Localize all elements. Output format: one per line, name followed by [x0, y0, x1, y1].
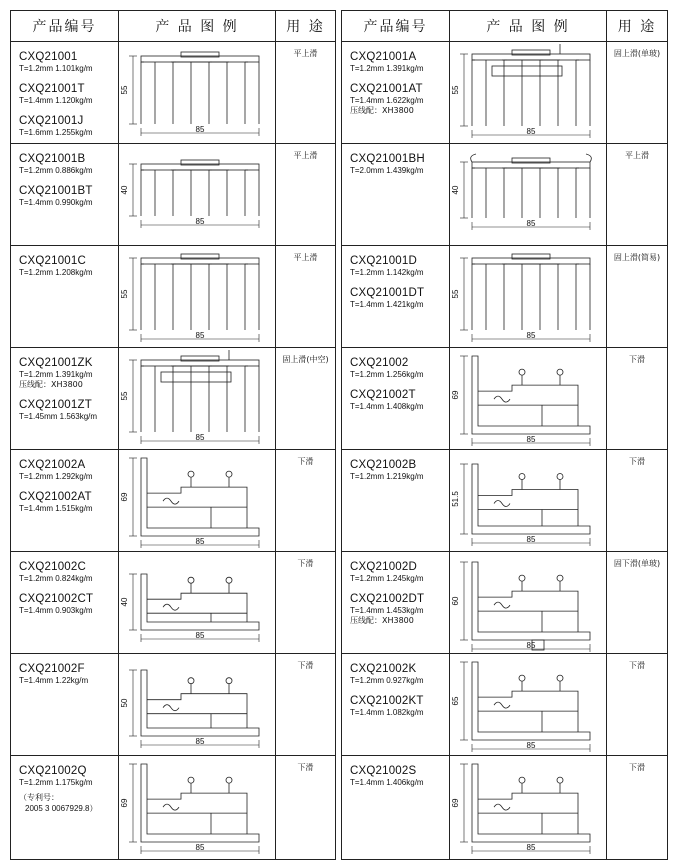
- profile-outline: [141, 254, 259, 330]
- product-code: CXQ21001C: [19, 255, 87, 267]
- dim-width-label: 85: [195, 125, 205, 134]
- product-spec: T=1.2mm 1.256kg/m: [350, 370, 424, 379]
- dimension-lines: [129, 764, 259, 854]
- product-info: [342, 42, 450, 143]
- product-use: 下滑: [629, 355, 645, 364]
- product-info: [11, 144, 119, 245]
- table-header: [11, 11, 335, 42]
- product-use: 平上滑: [293, 253, 318, 262]
- profile-drawing: [119, 144, 276, 245]
- dim-width-label: 85: [195, 217, 205, 226]
- product-info: [11, 756, 119, 859]
- dimension-lines: [129, 458, 259, 548]
- table-row: [342, 756, 667, 859]
- product-spec: T=1.4mm 0.990kg/m: [19, 198, 93, 207]
- profile-drawing: [119, 756, 276, 859]
- profile-svg: [119, 348, 276, 449]
- product-info: [342, 348, 450, 449]
- product-code: CXQ21002A: [19, 459, 86, 471]
- product-code: CXQ21002KT: [350, 695, 424, 707]
- product-spec: T=1.2mm 1.391kg/m: [19, 370, 93, 379]
- patent-note: （专利号：: [19, 793, 59, 802]
- dim-width-label: 85: [526, 435, 536, 444]
- dim-height-label: 55: [120, 85, 129, 95]
- product-use: 下滑: [297, 763, 314, 772]
- product-spec: T=1.2mm 1.292kg/m: [19, 472, 93, 481]
- dim-height-label: 50: [120, 698, 129, 708]
- product-spec: T=1.2mm 0.886kg/m: [19, 166, 93, 175]
- table-row: [11, 654, 335, 756]
- product-spec: T=1.2mm 1.391kg/m: [350, 64, 424, 73]
- product-code: CXQ21002T: [350, 389, 416, 401]
- profile-outline: [472, 662, 590, 740]
- profile-drawing: [450, 450, 607, 551]
- product-info: [342, 450, 450, 551]
- product-info: [11, 552, 119, 653]
- product-code: CXQ21002B: [350, 459, 417, 471]
- dimension-lines: [129, 164, 259, 228]
- profile-outline: [141, 160, 259, 216]
- product-info: [342, 144, 450, 245]
- profile-svg: [119, 42, 276, 143]
- profile-outline: [141, 574, 259, 630]
- dim-height-label: 55: [120, 391, 129, 401]
- dim-width-label: 85: [526, 127, 536, 136]
- product-use: 平上滑: [293, 151, 318, 160]
- product-code: CXQ21001D: [350, 255, 418, 267]
- dim-width-label: 85: [195, 631, 205, 640]
- profile-svg: [119, 552, 276, 653]
- dim-height-label: 69: [120, 492, 129, 502]
- product-code: CXQ21001ZT: [19, 399, 92, 411]
- product-info: [11, 450, 119, 551]
- product-spec: T=1.2mm 1.175kg/m: [19, 778, 93, 787]
- dim-height-label: 40: [451, 185, 460, 195]
- table-row: [11, 756, 335, 859]
- dim-width-label: 85: [195, 331, 205, 340]
- table-row: [11, 144, 335, 246]
- dim-height-label: 51.5: [451, 491, 460, 507]
- product-info: [11, 42, 119, 143]
- product-code: CXQ21001AT: [350, 83, 423, 95]
- product-code: CXQ21002C: [19, 561, 87, 573]
- product-spec: T=1.2mm 1.219kg/m: [350, 472, 424, 481]
- product-spec: T=1.2mm 0.927kg/m: [350, 676, 424, 685]
- dim-height-label: 40: [120, 597, 129, 607]
- table-row: [11, 348, 335, 450]
- product-info: [11, 348, 119, 449]
- product-code: CXQ21002Q: [19, 765, 87, 777]
- profile-outline: [472, 764, 590, 842]
- dimension-lines: [460, 356, 590, 446]
- profile-drawing: [119, 552, 276, 653]
- product-spec: T=1.4mm 1.622kg/m: [350, 96, 424, 105]
- product-code: CXQ21002S: [350, 765, 417, 777]
- product-use: 下滑: [629, 763, 645, 772]
- dimension-lines: [460, 162, 590, 230]
- profile-drawing: [450, 348, 607, 449]
- table-row: [11, 42, 335, 144]
- dimension-lines: [460, 258, 590, 342]
- header-use: 用 途: [617, 19, 657, 35]
- pressure-line-note: 压线配：XH3800: [350, 106, 414, 115]
- profile-svg: [450, 144, 607, 245]
- product-spec: T=1.2mm 1.245kg/m: [350, 574, 424, 583]
- product-code: CXQ21002AT: [19, 491, 92, 503]
- table-row: [342, 348, 667, 450]
- profile-svg: [450, 552, 607, 653]
- product-info: [342, 552, 450, 653]
- product-info: [11, 246, 119, 347]
- profile-svg: [450, 42, 607, 143]
- product-spec: T=1.4mm 1.421kg/m: [350, 300, 424, 309]
- profile-drawing: [450, 246, 607, 347]
- table-row: [342, 450, 667, 552]
- profile-outline: [141, 458, 259, 536]
- profile-drawing: [119, 42, 276, 143]
- dimension-lines: [460, 562, 590, 652]
- product-info: [342, 654, 450, 755]
- product-code: CXQ21001A: [350, 51, 417, 63]
- product-spec: T=1.4mm 1.22kg/m: [19, 676, 89, 685]
- product-spec: T=1.2mm 1.101kg/m: [19, 64, 93, 73]
- product-use: 下滑: [297, 457, 314, 466]
- dimension-lines: [460, 54, 590, 138]
- dim-width-label: 85: [195, 537, 205, 546]
- product-code: CXQ21001DT: [350, 287, 425, 299]
- table-row: [342, 42, 667, 144]
- left-catalog-table: [10, 10, 336, 860]
- profile-outline: [141, 764, 259, 842]
- product-info: [342, 246, 450, 347]
- product-spec: T=1.45mm 1.563kg/m: [19, 412, 98, 421]
- product-use: 下滑: [629, 661, 645, 670]
- profile-outline: [472, 464, 590, 534]
- profile-svg: [119, 144, 276, 245]
- table-header: [342, 11, 667, 42]
- product-use: 固上滑(单玻): [613, 49, 661, 58]
- profile-outline: [141, 670, 259, 736]
- product-code: CXQ21002D: [350, 561, 418, 573]
- product-use: 固上滑(简易): [613, 253, 661, 262]
- product-code: CXQ21001ZK: [19, 357, 93, 369]
- dim-height-label: 55: [451, 289, 460, 299]
- dimension-lines: [129, 258, 259, 342]
- profile-svg: [450, 450, 607, 551]
- dim-width-label: 85: [526, 219, 536, 228]
- product-use: 下滑: [297, 559, 314, 568]
- product-code: CXQ21002CT: [19, 593, 94, 605]
- dim-height-label: 60: [451, 596, 460, 606]
- profile-drawing: [119, 348, 276, 449]
- dim-width-label: 85: [526, 535, 536, 544]
- product-code: CXQ21002DT: [350, 593, 425, 605]
- product-code: CXQ21001J: [19, 115, 84, 127]
- profile-drawing: [119, 450, 276, 551]
- profile-outline: [472, 44, 590, 126]
- dim-width-label: 85: [526, 741, 536, 750]
- profile-outline: [472, 254, 590, 330]
- header-code: 产品编号: [342, 11, 450, 41]
- table-row: [342, 552, 667, 654]
- profile-drawing: [119, 654, 276, 755]
- profile-outline: [471, 154, 592, 218]
- profile-outline: [472, 356, 590, 434]
- table-row: [11, 552, 335, 654]
- header-use: 用 途: [286, 19, 325, 35]
- dimension-lines: [129, 56, 259, 136]
- profile-drawing: [450, 144, 607, 245]
- profile-svg: [119, 450, 276, 551]
- table-row: [342, 144, 667, 246]
- right-catalog-table: [341, 10, 668, 860]
- dim-height-label: 69: [451, 390, 460, 400]
- product-use: 下滑: [297, 661, 314, 670]
- product-spec: T=1.4mm 1.408kg/m: [350, 402, 424, 411]
- profile-svg: [119, 756, 276, 857]
- profile-outline: [141, 52, 259, 124]
- dimension-lines: [129, 574, 259, 642]
- dim-width-label: 85: [195, 737, 205, 746]
- product-code: CXQ21002K: [350, 663, 417, 675]
- profile-svg: [450, 246, 607, 347]
- product-spec: T=1.2mm 1.142kg/m: [350, 268, 424, 277]
- product-spec: T=1.4mm 1.082kg/m: [350, 708, 424, 717]
- product-use: 固上滑(中空): [282, 355, 329, 364]
- profile-svg: [119, 246, 276, 347]
- dim-height-label: 69: [451, 798, 460, 808]
- product-code: CXQ21001BT: [19, 185, 93, 197]
- pressure-line-note: 压线配：XH3800: [350, 616, 414, 625]
- profile-svg: [450, 348, 607, 449]
- profile-svg: [450, 756, 607, 857]
- product-spec: T=1.4mm 0.903kg/m: [19, 606, 93, 615]
- product-use: 平上滑: [625, 151, 649, 160]
- product-info: [11, 654, 119, 755]
- product-spec: T=1.2mm 1.208kg/m: [19, 268, 93, 277]
- profile-drawing: [450, 42, 607, 143]
- dim-width-label: 85: [526, 331, 536, 340]
- table-row: [342, 654, 667, 756]
- dim-height-label: 55: [451, 85, 460, 95]
- dim-height-label: 55: [120, 289, 129, 299]
- product-spec: T=1.4mm 1.120kg/m: [19, 96, 93, 105]
- profile-drawing: [450, 654, 607, 755]
- profile-outline: [472, 562, 590, 650]
- product-code: CXQ21001BH: [350, 153, 425, 165]
- product-code: CXQ21001: [19, 51, 78, 63]
- dim-width-label: 85: [526, 843, 536, 852]
- product-use: 平上滑: [293, 49, 318, 58]
- table-row: [11, 450, 335, 552]
- pressure-line-note: 压线配：XH3800: [19, 380, 83, 389]
- product-code: CXQ21002: [350, 357, 409, 369]
- product-spec: T=1.4mm 1.453kg/m: [350, 606, 424, 615]
- dim-height-label: 40: [120, 185, 129, 195]
- product-code: CXQ21001B: [19, 153, 86, 165]
- profile-outline: [141, 350, 259, 432]
- product-code: CXQ21001T: [19, 83, 85, 95]
- product-spec: T=1.2mm 0.824kg/m: [19, 574, 93, 583]
- dimension-lines: [460, 662, 590, 752]
- patent-number: 2005 3 0067929.8）: [25, 804, 98, 813]
- header-drawing: 产 品 图 例: [450, 11, 607, 41]
- profile-svg: [119, 654, 276, 755]
- dimension-lines: [129, 360, 259, 444]
- profile-drawing: [450, 552, 607, 653]
- dim-width-label: 85: [195, 433, 205, 442]
- product-spec: T=1.4mm 1.406kg/m: [350, 778, 424, 787]
- profile-drawing: [450, 756, 607, 859]
- table-row: [11, 246, 335, 348]
- product-use: 固下滑(单玻): [613, 559, 661, 568]
- dim-height-label: 69: [120, 798, 129, 808]
- dim-width-label: 85: [526, 641, 536, 650]
- profile-drawing: [119, 246, 276, 347]
- header-code: 产品编号: [11, 11, 119, 41]
- header-drawing: 产 品 图 例: [119, 11, 276, 41]
- dim-height-label: 65: [451, 696, 460, 706]
- dimension-lines: [460, 764, 590, 854]
- dim-width-label: 85: [195, 843, 205, 852]
- product-spec: T=1.4mm 1.515kg/m: [19, 504, 93, 513]
- product-spec: T=2.0mm 1.439kg/m: [350, 166, 424, 175]
- product-code: CXQ21002F: [19, 663, 85, 675]
- table-row: [342, 246, 667, 348]
- product-use: 下滑: [629, 457, 645, 466]
- profile-svg: [450, 654, 607, 755]
- product-info: [342, 756, 450, 859]
- product-spec: T=1.6mm 1.255kg/m: [19, 128, 93, 137]
